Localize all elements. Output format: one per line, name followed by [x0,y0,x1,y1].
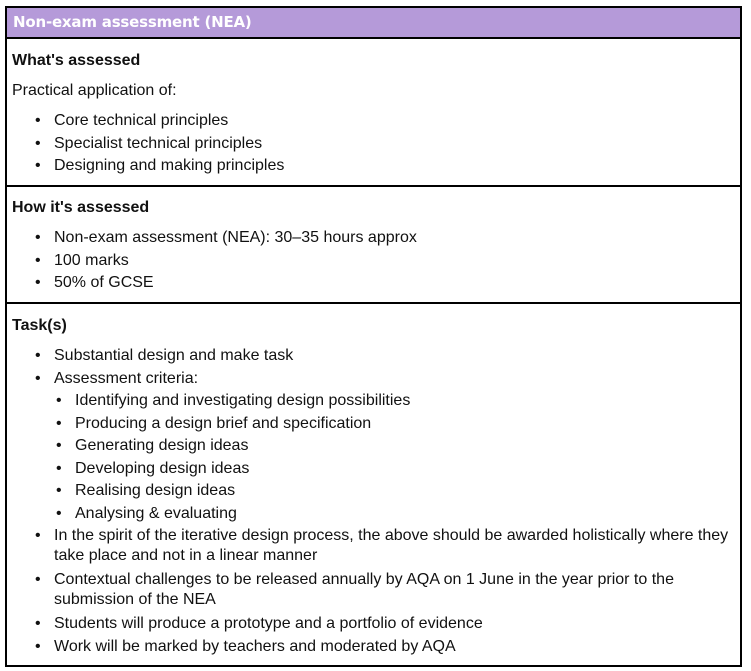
criteria-item: • Identifying and investigating design possibilities [12,391,740,411]
list-item: • 100 marks [12,251,740,271]
how-assessed-title: How it's assessed [12,199,150,216]
list-item: • Designing and making principles [12,156,740,176]
list-item: • Assessment criteria: [12,369,740,389]
list-item: • Core technical principles [12,111,740,131]
criteria-item: • Generating design ideas [12,436,740,456]
nea-table [5,6,742,667]
how-assessed-section [7,185,740,302]
table-header [7,8,740,39]
list-item: • Substantial design and make task [12,346,740,366]
whats-assessed-title: What's assessed [12,52,141,69]
how-assessed-list [12,228,740,293]
list-item: • 50% of GCSE [12,273,740,293]
list-item: • In the spirit of the iterative design process, the above should be awarded holistically where they take place and not in a linear manner [12,526,740,566]
whats-assessed-intro: Practical application of: [12,82,177,99]
tasks-list [12,346,740,657]
criteria-item: • Producing a design brief and specification [12,414,740,434]
header-title: Non-exam assessment (NEA) [13,13,252,31]
tasks-section [7,302,740,665]
criteria-item: • Realising design ideas [12,481,740,501]
list-item: • Work will be marked by teachers and moderated by AQA [12,637,740,657]
whats-assessed-list [12,111,740,176]
criteria-item: • Developing design ideas [12,459,740,479]
whats-assessed-section [7,39,740,185]
list-item: • Non-exam assessment (NEA): 30–35 hours approx [12,228,740,248]
list-item: • Contextual challenges to be released annually by AQA on 1 June in the year prior to the submission of the NEA [12,570,740,610]
list-item: • Students will produce a prototype and a portfolio of evidence [12,614,740,634]
tasks-title: Task(s) [12,317,67,334]
list-item: • Specialist technical principles [12,134,740,154]
criteria-item: • Analysing & evaluating [12,504,740,524]
